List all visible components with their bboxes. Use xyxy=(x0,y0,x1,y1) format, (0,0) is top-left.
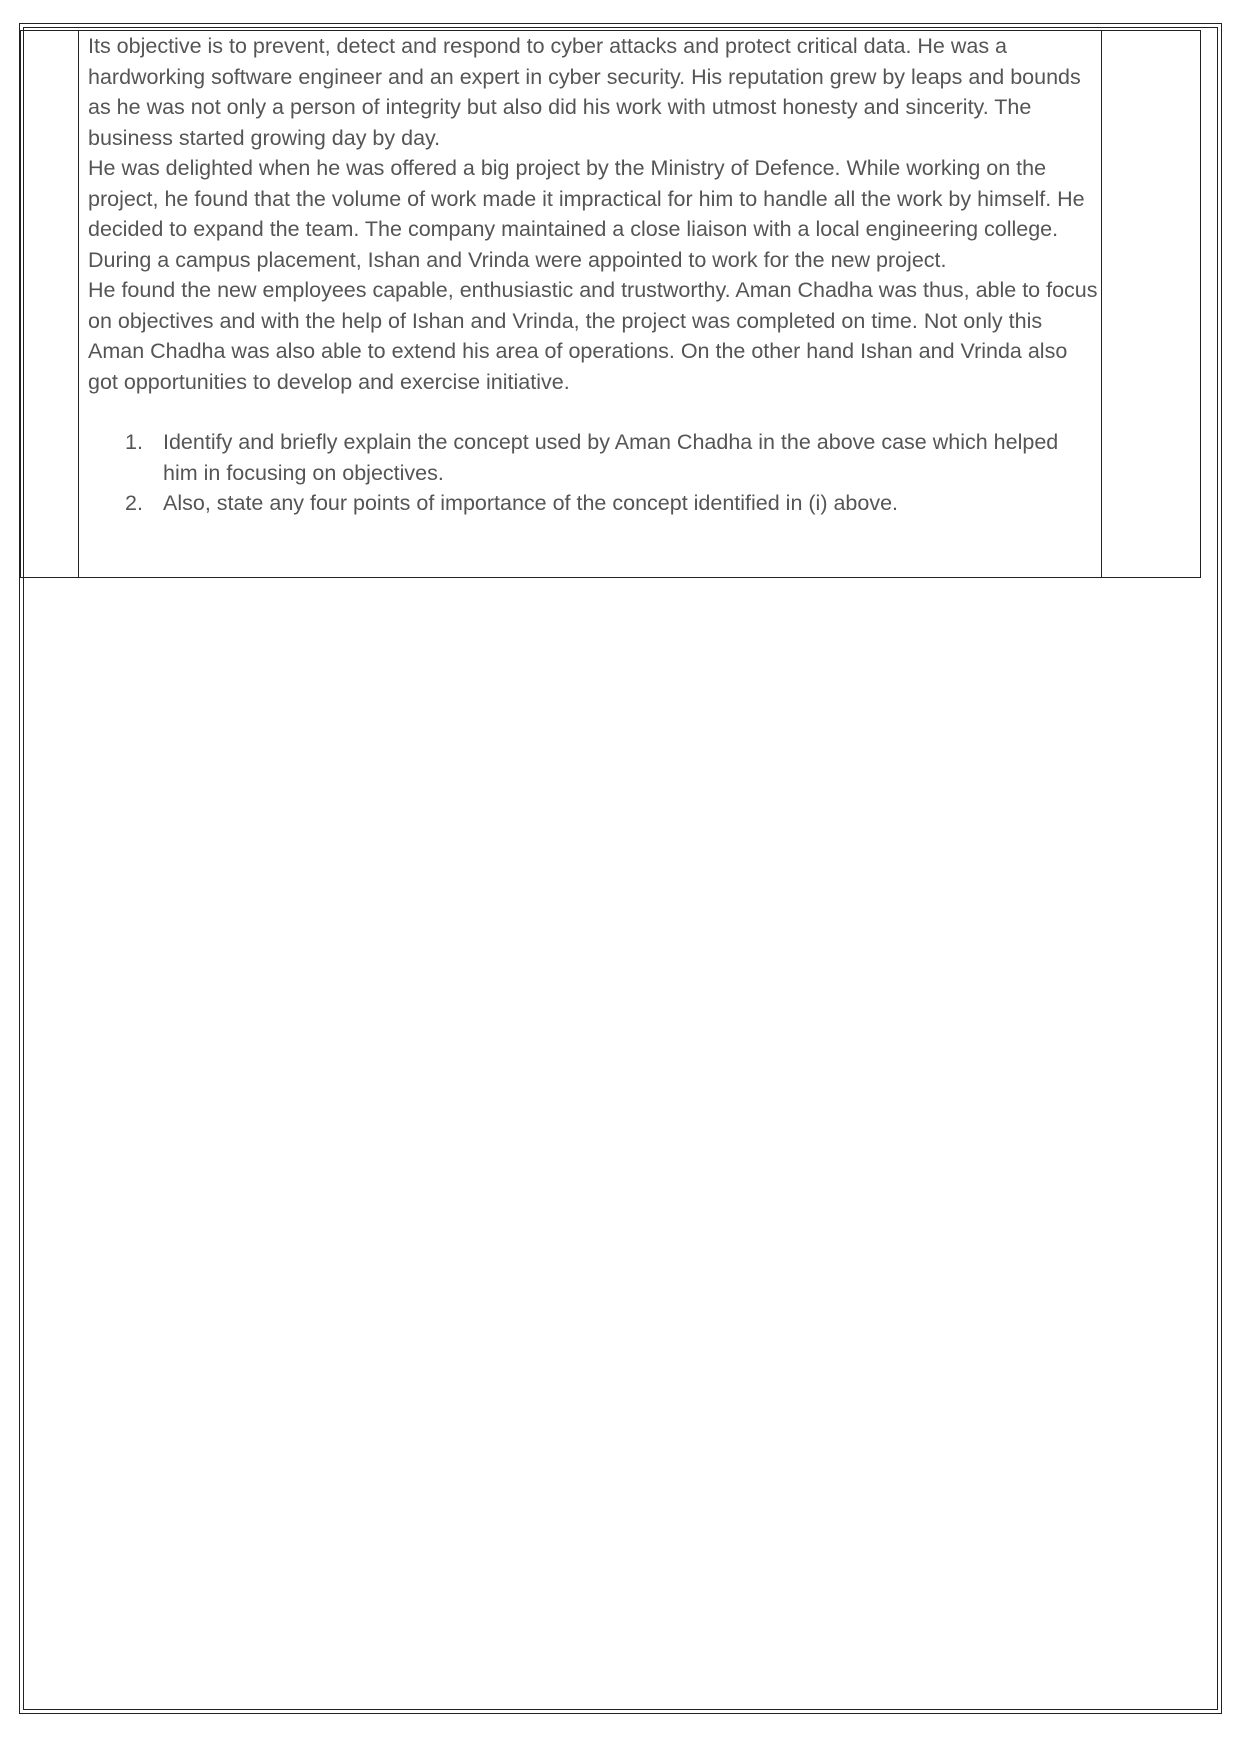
question-text: Identify and briefly explain the concept used by Aman Chadha in the above case which helped him in focusing on objectives. xyxy=(163,430,1059,485)
question-number: 1. xyxy=(125,430,143,454)
question-item xyxy=(125,488,1098,519)
marks-column-divider xyxy=(1101,31,1102,577)
serial-column-divider xyxy=(78,31,79,577)
case-paragraph: Its objective is to prevent, detect and respond to cyber attacks and protect critical data. He was a hardworking software engineer and an expert in cyber security. His reputation grew by leaps and bounds as he was not only a person of integrity but also did his work with utmost honesty and sincerity. The business started growing day by day. xyxy=(88,34,1081,150)
question-item xyxy=(125,427,1098,488)
question-table xyxy=(20,30,1201,578)
question-list xyxy=(88,427,1098,519)
question-text: Also, state any four points of importance of the concept identified in (i) above. xyxy=(163,491,898,515)
question-number: 2. xyxy=(125,491,143,515)
question-content xyxy=(88,31,1098,519)
case-paragraph: He was delighted when he was offered a big project by the Ministry of Defence. While working on the project, he found that the volume of work made it impractical for him to handle all the work by himself. He decided to expand the team. The company maintained a close liaison with a local engineering college. During a campus placement, Ishan and Vrinda were appointed to work for the new project. xyxy=(88,156,1085,272)
case-paragraph: He found the new employees capable, enthusiastic and trustworthy. Aman Chadha was thus, able to focus on objectives and with the help of Ishan and Vrinda, the project was completed on time. Not only this Aman Chadha was also able to extend his area of operations. On the other hand Ishan and Vrinda also got opportunities to develop and exercise initiative. xyxy=(88,278,1098,394)
